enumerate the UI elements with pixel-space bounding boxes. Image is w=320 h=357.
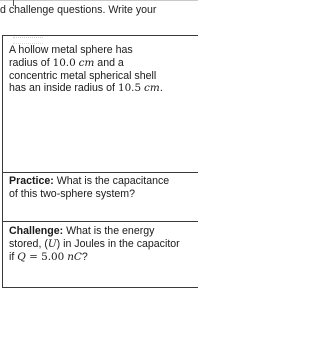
problem-line-4-prefix: has an inside radius of	[9, 82, 118, 95]
shell-radius-value: 10.5	[117, 82, 142, 95]
problem-line-2-suffix: and a	[94, 56, 124, 69]
inner-radius-unit: cm	[78, 56, 95, 69]
page-top-border	[0, 0, 198, 1]
charge-symbol: Q	[17, 250, 26, 263]
challenge-label: Challenge:	[9, 225, 64, 237]
faint-scribble-mark	[13, 37, 43, 44]
challenge-question	[9, 225, 184, 263]
instruction-text: d challenge questions. Write your	[0, 4, 157, 16]
practice-label: Practice:	[9, 175, 54, 187]
charge-value: 5.00	[41, 250, 65, 263]
practice-question	[9, 175, 174, 201]
problem-line-1: A hollow metal sphere has	[9, 44, 133, 56]
inner-radius-value: 10.0	[52, 56, 76, 69]
challenge-text-1: What is the energy stored, (	[9, 225, 155, 250]
challenge-end: ?	[81, 250, 88, 263]
problem-statement	[9, 44, 189, 95]
equals-sign: =	[25, 250, 42, 263]
row-divider-challenge	[3, 221, 198, 222]
row-divider-practice	[3, 172, 198, 173]
problem-line-3: concentric metal spherical shell	[9, 69, 157, 82]
problem-line-2-prefix: radius of	[9, 56, 53, 69]
charge-unit: nC	[67, 250, 82, 263]
shell-radius-unit: cm.	[144, 82, 164, 95]
challenge-text-2: ) in Joules in the capacitor if	[9, 237, 180, 263]
question-table	[2, 35, 198, 288]
practice-text: What is the capacitance of this two-sphere system?	[9, 175, 170, 200]
energy-symbol: U	[47, 237, 57, 250]
